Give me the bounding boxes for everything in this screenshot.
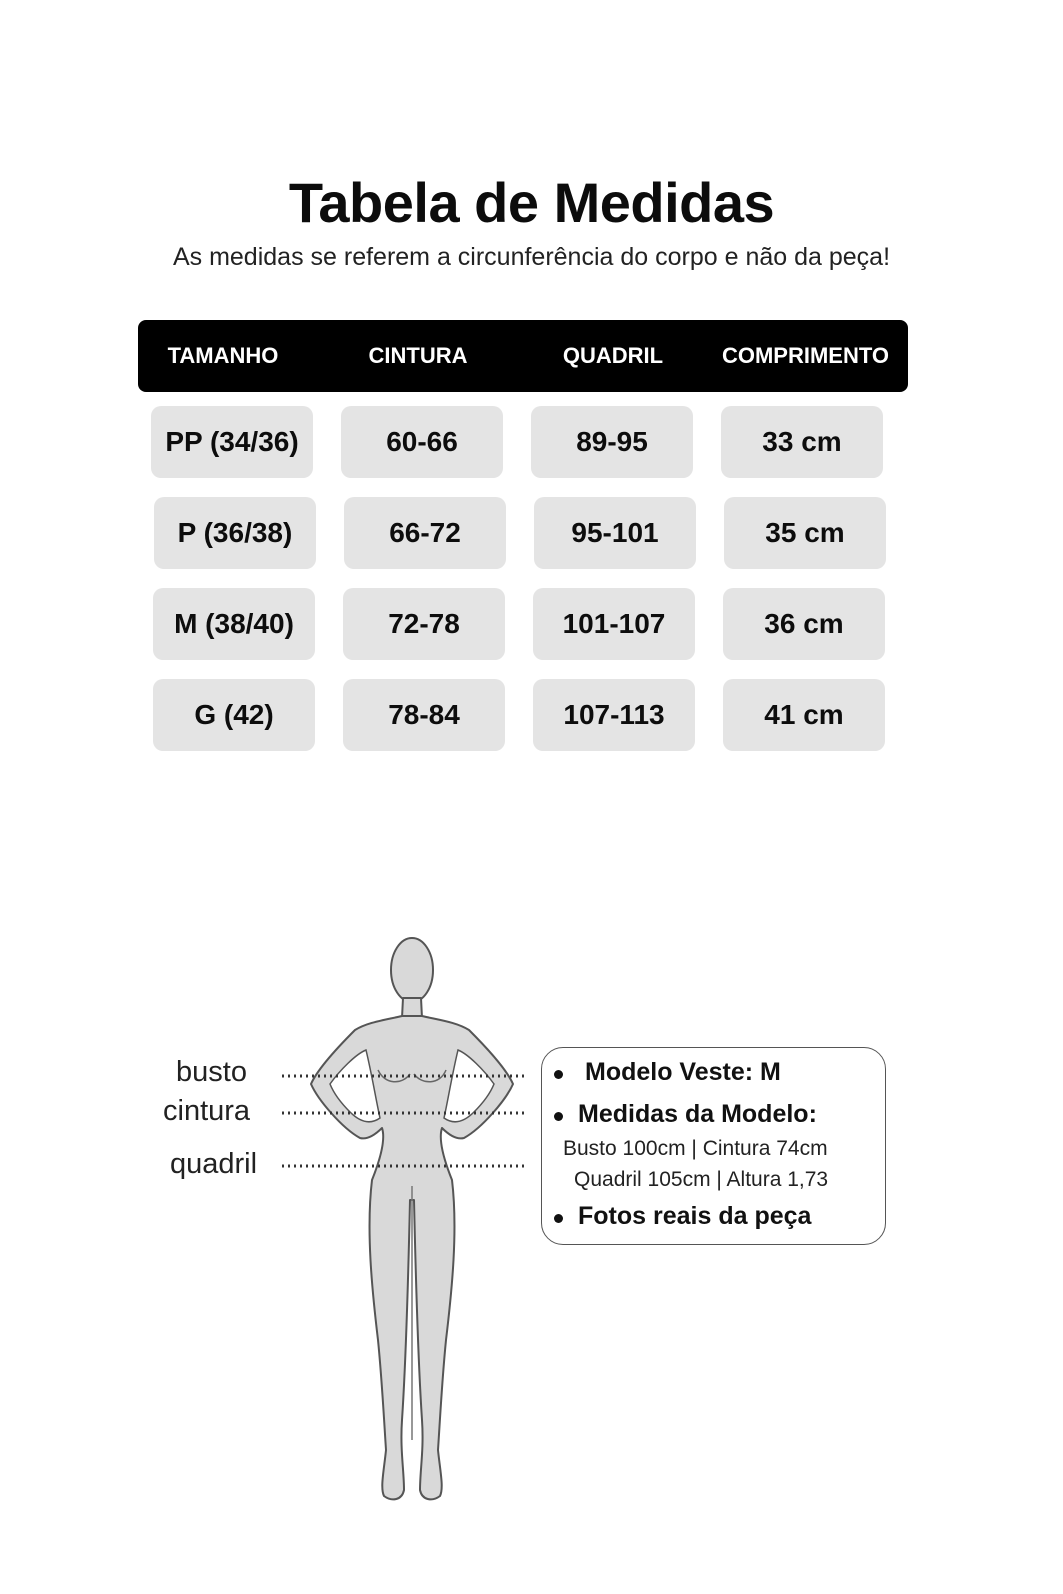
table-cell-waist: 72-78	[343, 588, 505, 660]
model-measures-line-1: Busto 100cm | Cintura 74cm	[563, 1137, 828, 1160]
bullet-icon	[554, 1112, 563, 1121]
model-measures-line-2: Quadril 105cm | Altura 1,73	[574, 1168, 829, 1191]
table-cell-hip: 95-101	[534, 497, 696, 569]
table-cell-size: PP (34/36)	[151, 406, 313, 478]
column-header-length: COMPRIMENTO	[721, 343, 890, 368]
page-subtitle: As medidas se referem a circunferência do corpo e não da peça!	[172, 243, 891, 271]
head-shape	[391, 938, 433, 1002]
table-cell-length: 36 cm	[723, 588, 885, 660]
bullet-icon	[554, 1214, 563, 1223]
column-header-hip: QUADRIL	[562, 343, 664, 368]
table-cell-hip: 89-95	[531, 406, 693, 478]
model-size-line: Modelo Veste: M	[585, 1058, 781, 1086]
page-title: Tabela de Medidas	[288, 171, 775, 234]
table-cell-length: 33 cm	[721, 406, 883, 478]
table-cell-waist: 78-84	[343, 679, 505, 751]
model-info-box	[541, 1047, 886, 1245]
column-header-size: TAMANHO	[167, 343, 279, 368]
table-cell-size: G (42)	[153, 679, 315, 751]
column-header-waist: CINTURA	[368, 343, 468, 368]
table-cell-length: 35 cm	[724, 497, 886, 569]
table-cell-size: P (36/38)	[154, 497, 316, 569]
label-bust: busto	[176, 1056, 247, 1088]
table-cell-length: 41 cm	[723, 679, 885, 751]
table-cell-waist: 66-72	[344, 497, 506, 569]
bullet-icon	[554, 1070, 563, 1079]
table-cell-hip: 107-113	[533, 679, 695, 751]
table-cell-hip: 101-107	[533, 588, 695, 660]
real-photos-line: Fotos reais da peça	[578, 1202, 812, 1230]
label-waist: cintura	[163, 1095, 251, 1127]
table-cell-size: M (38/40)	[153, 588, 315, 660]
table-cell-waist: 60-66	[341, 406, 503, 478]
model-measures-title: Medidas da Modelo:	[578, 1100, 817, 1128]
label-hip: quadril	[170, 1148, 258, 1180]
